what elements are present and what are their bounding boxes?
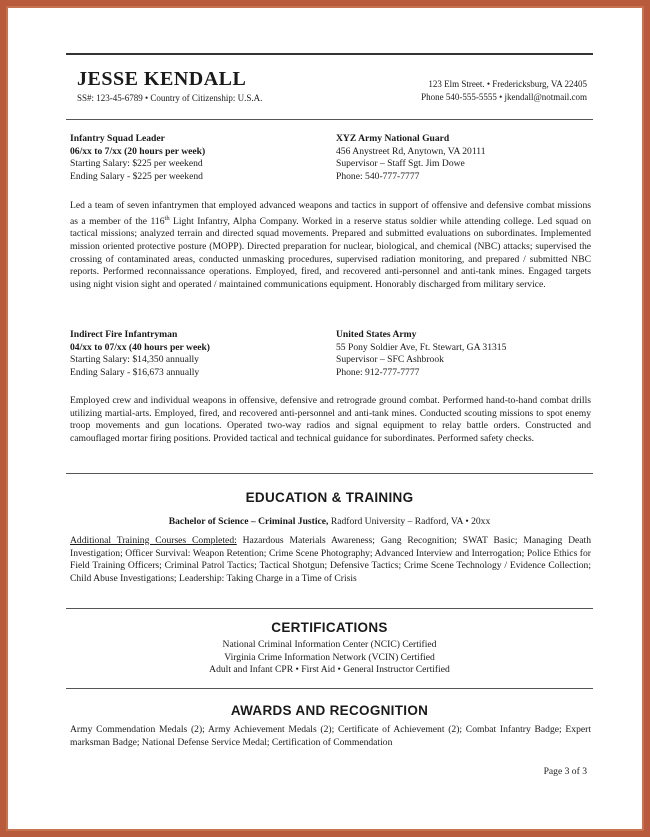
job-2-title: Indirect Fire Infantryman (70, 329, 178, 340)
ssn-citizenship: SS#: 123-45-6789 • Country of Citizenship: U.S.A. (77, 93, 263, 103)
school: Radford University – Radford, VA • 20xx (328, 516, 491, 527)
certifications-rule (66, 608, 593, 609)
page-number: Page 3 of 3 (543, 766, 587, 777)
job-1-desc-part-a: Led a team of seven infantrymen that employed advanced weapons and tactics in support of offensive and defensive combat missions as a member of the 116 (70, 200, 591, 227)
phone-email-line: Phone 540-555-5555 • jkendall@notmail.com (421, 92, 587, 102)
job-2-phone: Phone: 912-777-7777 (336, 366, 420, 378)
job-2-description: Employed crew and individual weapons in offensive, defensive and retrograde ground combat. Performed hand-to-hand combat drills utilizing martial-arts. Employed, fired, and recovered anti-personnel and anti-tank mines. Conducted scouting missions to spot enemy troop movements and gun locations. Operated two-way radios and signal equipment to relay battle orders. Constructed and camouflaged mortar firing positions. Provided tactical and technical guidance for subordinates. Performed safety checks. (70, 395, 591, 444)
header-rule (66, 119, 593, 120)
job-1-details (70, 133, 310, 183)
job-1-desc-part-b: Light Infantry, Alpha Company. Worked in a reserve status soldier while attending college. Led squad on tactical missions; analyzed terrain and directed squad movements. Prepared and submitted evaluations on subordinates. Implemented mission oriented protective posture (MOPP). Directed preparation for nuclear, biological, and chemical (NBC) attacks; supervised the crossing of contaminated areas, conducted unmasking procedures, supervised radiation monitoring, and prepared / submitted NBC reports. Performed reconnaissance operations. Employed, fired, and recovered anti-personnel and anti-tank mines. Engaged targets using night vision sight and operated / maintained communications equipment. Honorably discharged from military service. (70, 215, 592, 290)
job-1-employer-address: 456 Anystreet Rd, Anytown, VA 20111 (336, 145, 486, 157)
awards-rule (66, 688, 593, 689)
job-2-start-salary: Starting Salary: $14,350 annually (70, 354, 199, 366)
certification-item: Virginia Crime Information Network (VCIN) Certified (224, 651, 435, 663)
contact-block (421, 78, 587, 104)
address-line: 123 Elm Street. • Fredericksburg, VA 22405 (428, 79, 587, 89)
job-2-period: 04/xx to 07/xx (40 hours per week) (70, 341, 210, 353)
job-2-employer (336, 329, 596, 379)
certifications-heading: CERTIFICATIONS (271, 620, 388, 635)
degree: Bachelor of Science – Criminal Justice, (168, 516, 329, 527)
training-list: Hazardous Materials Awareness; Gang Recognition; SWAT Basic; Managing Death Investigation; Officer Survival: Weapon Retention; Crime Scene Photography; Advanced Interview and Interrogation; Police Ethics for Field Training Officers; Criminal Patrol Tactics; Tactical Shotgun; Defensive Tactics; Crime Scene Technology / Evidence Collection; Child Abuse Investigations; Leadership: Taking Charge in a Time of Crisis (70, 535, 591, 584)
job-1-desc-sup: th (164, 214, 170, 222)
job-2-end-salary: Ending Salary - $16,673 annually (70, 366, 200, 378)
awards-text: Army Commendation Medals (2); Army Achievement Medals (2); Certificate of Achievement (2); Combat Infantry Badge; Expert marksman Badge; National Defense Service Medal; Certification of Commendation (70, 724, 591, 748)
job-2-details (70, 329, 310, 379)
training-label: Additional Training Courses Completed: (70, 535, 237, 546)
job-1-period: 06/xx to 7/xx (20 hours per week) (70, 145, 206, 157)
education-rule (66, 473, 593, 474)
job-1-start-salary: Starting Salary: $225 per weekend (70, 158, 203, 170)
page-frame (6, 6, 644, 831)
job-1-title: Infantry Squad Leader (70, 133, 165, 144)
education-heading: EDUCATION & TRAINING (245, 490, 414, 505)
job-1-employer (336, 133, 596, 183)
certification-item: Adult and Infant CPR • First Aid • General Instructor Certified (209, 664, 450, 676)
job-1-end-salary: Ending Salary - $225 per weekend (70, 170, 203, 182)
job-2-employer-name: United States Army (336, 329, 417, 340)
certifications-list (66, 639, 593, 677)
certification-item: National Criminal Information Center (NCIC) Certified (222, 639, 437, 650)
job-1-employer-name: XYZ Army National Guard (336, 133, 450, 144)
top-rule (66, 53, 593, 55)
awards-heading: AWARDS AND RECOGNITION (230, 703, 429, 718)
job-2-employer-address: 55 Pony Soldier Ave, Ft. Stewart, GA 31315 (336, 341, 507, 353)
job-2-supervisor: Supervisor – SFC Ashbrook (336, 354, 444, 366)
training-block (70, 535, 591, 585)
degree-line (66, 516, 593, 529)
job-1-phone: Phone: 540-777-7777 (336, 170, 420, 182)
resume-page (8, 8, 642, 829)
candidate-name: JESSE KENDALL (77, 68, 247, 90)
job-1-description (70, 200, 591, 291)
job-1-supervisor: Supervisor – Staff Sgt. Jim Dowe (336, 158, 465, 170)
